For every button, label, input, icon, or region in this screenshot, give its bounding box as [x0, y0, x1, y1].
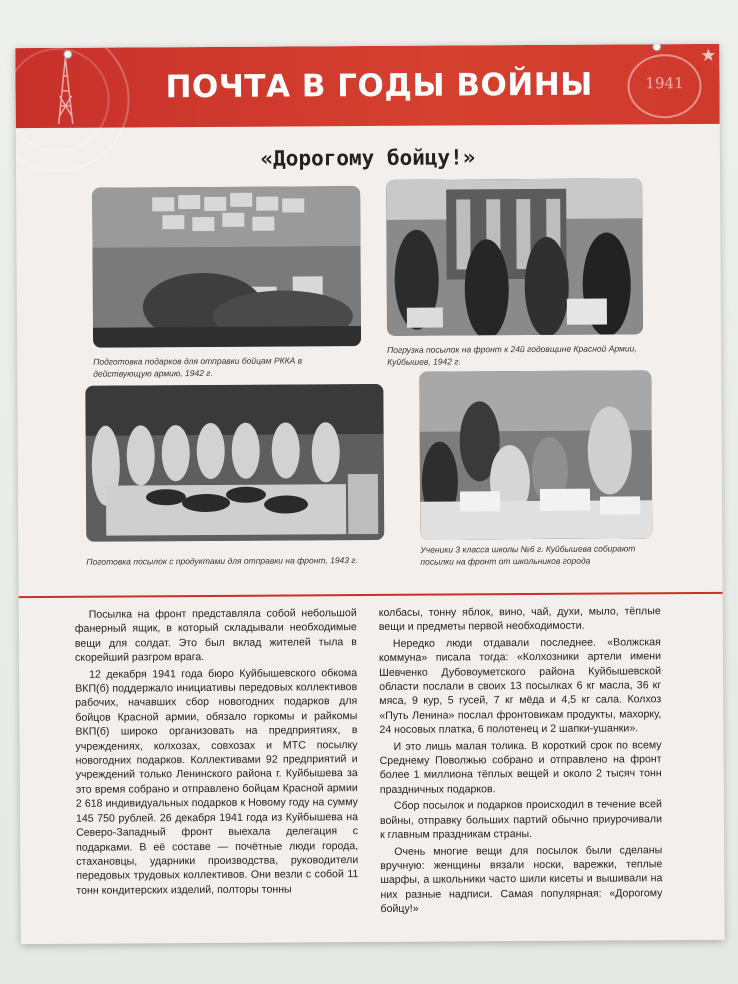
body-paragraph: Посылка на фронт представляла собой небольшой фанерный ящик, в который складывали необходимые вещи для солдат. Это был вклад жителей тыла в скорейший разгром врага.	[74, 607, 357, 665]
body-paragraph: колбасы, тонну яблок, вино, чай, духи, мыло, тёплые вещи и предметы первой необходимости.	[378, 605, 661, 634]
body-column-left	[75, 606, 359, 900]
body-paragraph: И это лишь малая толика. В короткий срок по всему Среднему Поволжью собрано и отправлено на фронт более 1 миллиона тёплых вещей и около 2 тысяч тонн праздничных подарков.	[379, 738, 662, 796]
header-banner	[15, 44, 719, 128]
section-subtitle: «Дорогому бойцу!»	[260, 145, 476, 171]
postmark-stamp	[627, 54, 701, 118]
body-column-right	[379, 604, 663, 918]
photo-caption: Поготовка посылок с продуктами для отправки на фронт, 1943 г.	[86, 555, 358, 567]
archive-photo	[92, 186, 361, 348]
photo-caption: Погрузка посылок на фронт к 24й годовщине Красной Армии, Куйбышев, 1942 г.	[387, 343, 637, 367]
body-paragraph: 12 декабря 1941 года бюро Куйбышевского обкома ВКП(б) поддержало инициативы передовых коллективов рабочих, начавших сбор новогодних подарков для бойцов Красной армии, обязало горкомы и райкомы ВКП(б) широко организовать на предприятиях, в учреждениях, колхозах, совхозах и МТС посылку новогодних подарков. Коллективами 92 предприятий и учреждений только Ленинского района г. Куйбышева за это время собрано и отправлено бойцам Красной армии 2 618 индивидуальных подарков к Новому году на сумму 145 750 рублей. 26 декабря 1941 года из Куйбышева на Северо-Западный фронт выехала делегация с подарками. В её составе — почётные люди города, стахановцы, ударники производства, руководители передовых трудовых коллективов. Они везли с собой 11 тонн кондитерских изделий, полторы тонны	[75, 666, 359, 897]
photo-caption: Ученики 3 класса школы №6 г. Куйбышева собирают посылки на фронт от школьников города	[420, 543, 636, 567]
stamp-year: 1941	[645, 74, 684, 93]
section-divider	[19, 592, 723, 598]
archive-photo	[386, 178, 643, 336]
archive-photo	[419, 370, 652, 539]
poster	[15, 44, 724, 944]
star-icon	[701, 48, 715, 62]
body-paragraph: Сбор посылок и подарков происходил в течение всей войны, отправку больших партий обычно приурочивали к главным праздникам страны.	[379, 798, 663, 842]
mounting-hole	[63, 50, 72, 59]
archive-photo	[85, 384, 384, 542]
body-paragraph: Очень многие вещи для посылок были сделаны вручную: женщины вязали носки, варежки, теплые шарфы, а школьники часто шили кисеты и вышивали на них разные надписи. Самая популярная: «Дорогому бойцу!»	[380, 843, 663, 916]
radio-tower-icon	[55, 56, 75, 126]
photo-caption: Подготовка подарков для отправки бойцам РККА в действующую армию, 1942 г.	[93, 355, 303, 379]
page-title: ПОЧТА В ГОДЫ ВОЙНЫ	[165, 66, 593, 106]
body-paragraph: Нередко люди отдавали последнее. «Волжская коммуна» писала тогда: «Колхозники артели имени Шевченко Дубовоуметского района Куйбышевской области послали в своих 13 посылках 6 кг масла, 36 кг мяса, 9 кур, 5 гусей, 7 кг мёда и 4,5 кг сала. Колхоз «Путь Ленина» послал фронтовикам продукты, махорку, 24 носовых платка, 6 полотенец и 2 шапки-ушанки».	[378, 636, 662, 737]
